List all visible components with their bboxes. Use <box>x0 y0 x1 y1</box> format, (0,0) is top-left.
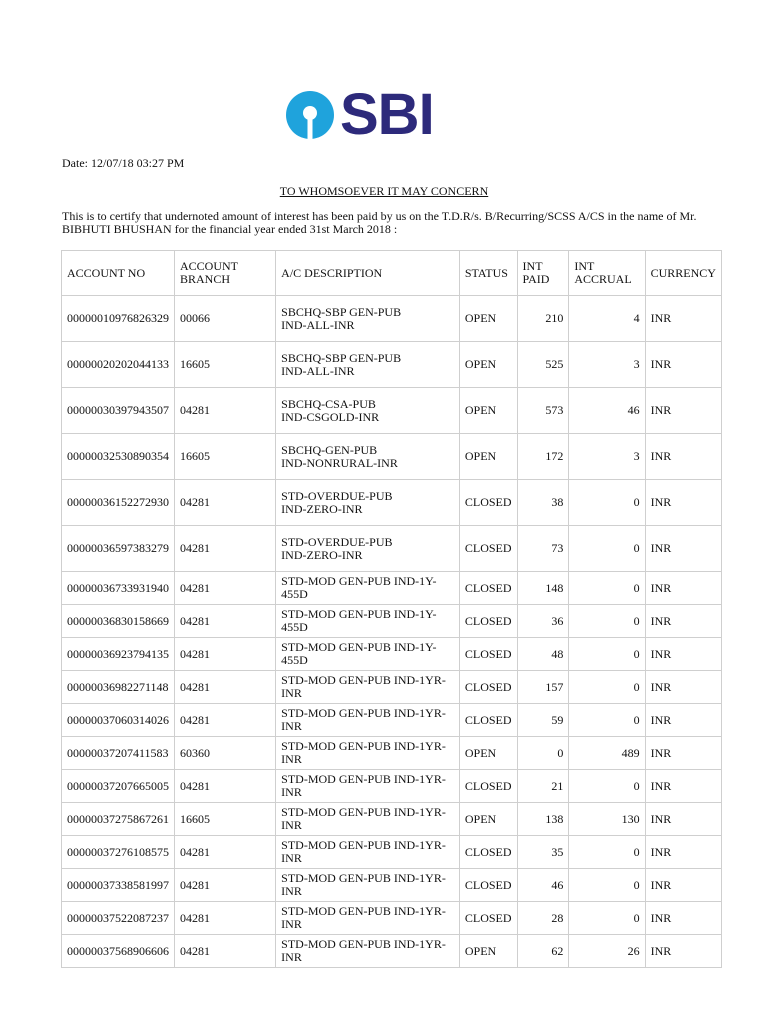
page-heading: TO WHOMSOEVER IT MAY CONCERN <box>279 184 489 198</box>
description-cell: STD-OVERDUE-PUB IND-ZERO-INR <box>276 480 460 526</box>
description-cell: STD-MOD GEN-PUB IND-1Y-455D <box>276 638 460 671</box>
currency-cell: INR <box>645 638 721 671</box>
branch-cell: 04281 <box>175 480 276 526</box>
description-cell: SBCHQ-GEN-PUB IND-NONRURAL-INR <box>276 434 460 480</box>
int-paid-cell: 157 <box>517 671 569 704</box>
account-no-cell: 00000037276108575 <box>62 836 175 869</box>
branch-cell: 04281 <box>175 836 276 869</box>
account-no-cell: 00000036597383279 <box>62 526 175 572</box>
header-currency: CURRENCY <box>645 251 721 296</box>
int-accrual-cell: 46 <box>569 388 645 434</box>
status-cell: CLOSED <box>459 836 517 869</box>
int-paid-cell: 46 <box>517 869 569 902</box>
date-line: Date: 12/07/18 03:27 PM <box>62 156 185 170</box>
description-cell: STD-MOD GEN-PUB IND-1YR-INR <box>276 737 460 770</box>
int-accrual-cell: 0 <box>569 671 645 704</box>
branch-cell: 00066 <box>175 296 276 342</box>
currency-cell: INR <box>645 605 721 638</box>
account-no-cell: 00000036923794135 <box>62 638 175 671</box>
status-cell: CLOSED <box>459 526 517 572</box>
header-account-branch: ACCOUNT BRANCH <box>175 251 276 296</box>
currency-cell: INR <box>645 434 721 480</box>
branch-cell: 16605 <box>175 434 276 480</box>
status-cell: CLOSED <box>459 869 517 902</box>
status-cell: CLOSED <box>459 671 517 704</box>
table-row <box>62 704 722 737</box>
int-paid-cell: 59 <box>517 704 569 737</box>
header-status: STATUS <box>459 251 517 296</box>
account-no-cell: 00000030397943507 <box>62 388 175 434</box>
account-no-cell: 00000037275867261 <box>62 803 175 836</box>
table-row <box>62 388 722 434</box>
branch-cell: 04281 <box>175 671 276 704</box>
int-accrual-cell: 3 <box>569 434 645 480</box>
header-description: A/C DESCRIPTION <box>276 251 460 296</box>
account-no-cell: 00000036982271148 <box>62 671 175 704</box>
branch-cell: 04281 <box>175 902 276 935</box>
int-paid-cell: 35 <box>517 836 569 869</box>
account-no-cell: 00000020202044133 <box>62 342 175 388</box>
int-paid-cell: 48 <box>517 638 569 671</box>
header-account-no: ACCOUNT NO <box>62 251 175 296</box>
status-cell: OPEN <box>459 737 517 770</box>
account-no-cell: 00000037060314026 <box>62 704 175 737</box>
description-cell: SBCHQ-SBP GEN-PUB IND-ALL-INR <box>276 296 460 342</box>
int-accrual-cell: 0 <box>569 605 645 638</box>
status-cell: CLOSED <box>459 638 517 671</box>
branch-cell: 16605 <box>175 803 276 836</box>
currency-cell: INR <box>645 803 721 836</box>
currency-cell: INR <box>645 704 721 737</box>
currency-cell: INR <box>645 388 721 434</box>
status-cell: CLOSED <box>459 480 517 526</box>
description-cell: STD-MOD GEN-PUB IND-1YR-INR <box>276 803 460 836</box>
account-no-cell: 00000037207665005 <box>62 770 175 803</box>
status-cell: OPEN <box>459 296 517 342</box>
description-cell: STD-OVERDUE-PUB IND-ZERO-INR <box>276 526 460 572</box>
int-paid-cell: 38 <box>517 480 569 526</box>
table-row <box>62 770 722 803</box>
int-accrual-cell: 489 <box>569 737 645 770</box>
header-int-paid: INT PAID <box>517 251 569 296</box>
status-cell: CLOSED <box>459 572 517 605</box>
table-row <box>62 869 722 902</box>
account-no-cell: 00000037338581997 <box>62 869 175 902</box>
int-accrual-cell: 0 <box>569 770 645 803</box>
int-accrual-cell: 4 <box>569 296 645 342</box>
account-no-cell: 00000037207411583 <box>62 737 175 770</box>
logo-text: SBI <box>340 82 434 147</box>
int-accrual-cell: 0 <box>569 480 645 526</box>
description-cell: STD-MOD GEN-PUB IND-1YR-INR <box>276 671 460 704</box>
currency-cell: INR <box>645 737 721 770</box>
table-row <box>62 902 722 935</box>
int-paid-cell: 73 <box>517 526 569 572</box>
description-cell: STD-MOD GEN-PUB IND-1YR-INR <box>276 770 460 803</box>
currency-cell: INR <box>645 480 721 526</box>
sbi-keyhole-logo-icon <box>286 91 334 139</box>
int-accrual-cell: 0 <box>569 902 645 935</box>
account-no-cell: 00000037568906606 <box>62 935 175 968</box>
table-row <box>62 836 722 869</box>
interest-table <box>61 250 722 968</box>
branch-cell: 16605 <box>175 342 276 388</box>
currency-cell: INR <box>645 671 721 704</box>
table-row <box>62 434 722 480</box>
table-row <box>62 803 722 836</box>
currency-cell: INR <box>645 935 721 968</box>
int-accrual-cell: 26 <box>569 935 645 968</box>
branch-cell: 04281 <box>175 605 276 638</box>
branch-cell: 04281 <box>175 388 276 434</box>
table-row <box>62 605 722 638</box>
table-row <box>62 342 722 388</box>
account-no-cell: 00000036830158669 <box>62 605 175 638</box>
status-cell: CLOSED <box>459 902 517 935</box>
int-paid-cell: 573 <box>517 388 569 434</box>
status-cell: OPEN <box>459 803 517 836</box>
description-cell: SBCHQ-SBP GEN-PUB IND-ALL-INR <box>276 342 460 388</box>
currency-cell: INR <box>645 836 721 869</box>
int-paid-cell: 21 <box>517 770 569 803</box>
int-paid-cell: 138 <box>517 803 569 836</box>
account-no-cell: 00000010976826329 <box>62 296 175 342</box>
table-row <box>62 638 722 671</box>
status-cell: CLOSED <box>459 770 517 803</box>
header-int-accrual: INT ACCRUAL <box>569 251 645 296</box>
intro-paragraph: This is to certify that undernoted amount of interest has been paid by us on the T.D.R/s. B/Recurring/SCSS A/CS in the name of Mr. BIBHUTI BHUSHAN for the financial year ended 31st March 2018 : <box>62 209 697 236</box>
int-paid-cell: 62 <box>517 935 569 968</box>
currency-cell: INR <box>645 296 721 342</box>
description-cell: STD-MOD GEN-PUB IND-1YR-INR <box>276 836 460 869</box>
status-cell: OPEN <box>459 935 517 968</box>
branch-cell: 04281 <box>175 935 276 968</box>
int-paid-cell: 0 <box>517 737 569 770</box>
int-paid-cell: 148 <box>517 572 569 605</box>
description-cell: STD-MOD GEN-PUB IND-1Y-455D <box>276 572 460 605</box>
description-cell: STD-MOD GEN-PUB IND-1YR-INR <box>276 902 460 935</box>
currency-cell: INR <box>645 572 721 605</box>
table-row <box>62 296 722 342</box>
table-row <box>62 935 722 968</box>
table-row <box>62 671 722 704</box>
table-row <box>62 526 722 572</box>
status-cell: CLOSED <box>459 605 517 638</box>
int-accrual-cell: 0 <box>569 638 645 671</box>
branch-cell: 04281 <box>175 869 276 902</box>
account-no-cell: 00000036733931940 <box>62 572 175 605</box>
currency-cell: INR <box>645 770 721 803</box>
description-cell: STD-MOD GEN-PUB IND-1YR-INR <box>276 935 460 968</box>
account-no-cell: 00000036152272930 <box>62 480 175 526</box>
currency-cell: INR <box>645 869 721 902</box>
status-cell: CLOSED <box>459 704 517 737</box>
int-paid-cell: 172 <box>517 434 569 480</box>
description-cell: STD-MOD GEN-PUB IND-1Y-455D <box>276 605 460 638</box>
status-cell: OPEN <box>459 342 517 388</box>
int-accrual-cell: 0 <box>569 704 645 737</box>
branch-cell: 04281 <box>175 638 276 671</box>
branch-cell: 04281 <box>175 704 276 737</box>
currency-cell: INR <box>645 902 721 935</box>
branch-cell: 04281 <box>175 526 276 572</box>
description-cell: SBCHQ-CSA-PUB IND-CSGOLD-INR <box>276 388 460 434</box>
int-accrual-cell: 0 <box>569 836 645 869</box>
account-no-cell: 00000032530890354 <box>62 434 175 480</box>
sbi-logo <box>286 82 434 147</box>
branch-cell: 60360 <box>175 737 276 770</box>
int-accrual-cell: 3 <box>569 342 645 388</box>
int-paid-cell: 210 <box>517 296 569 342</box>
table-row <box>62 737 722 770</box>
int-accrual-cell: 0 <box>569 526 645 572</box>
status-cell: OPEN <box>459 388 517 434</box>
description-cell: STD-MOD GEN-PUB IND-1YR-INR <box>276 869 460 902</box>
table-row <box>62 480 722 526</box>
branch-cell: 04281 <box>175 770 276 803</box>
int-accrual-cell: 0 <box>569 869 645 902</box>
currency-cell: INR <box>645 342 721 388</box>
status-cell: OPEN <box>459 434 517 480</box>
int-paid-cell: 525 <box>517 342 569 388</box>
branch-cell: 04281 <box>175 572 276 605</box>
table-header-row <box>62 251 722 296</box>
currency-cell: INR <box>645 526 721 572</box>
description-cell: STD-MOD GEN-PUB IND-1YR-INR <box>276 704 460 737</box>
int-accrual-cell: 0 <box>569 572 645 605</box>
account-no-cell: 00000037522087237 <box>62 902 175 935</box>
int-paid-cell: 28 <box>517 902 569 935</box>
int-accrual-cell: 130 <box>569 803 645 836</box>
table-row <box>62 572 722 605</box>
int-paid-cell: 36 <box>517 605 569 638</box>
